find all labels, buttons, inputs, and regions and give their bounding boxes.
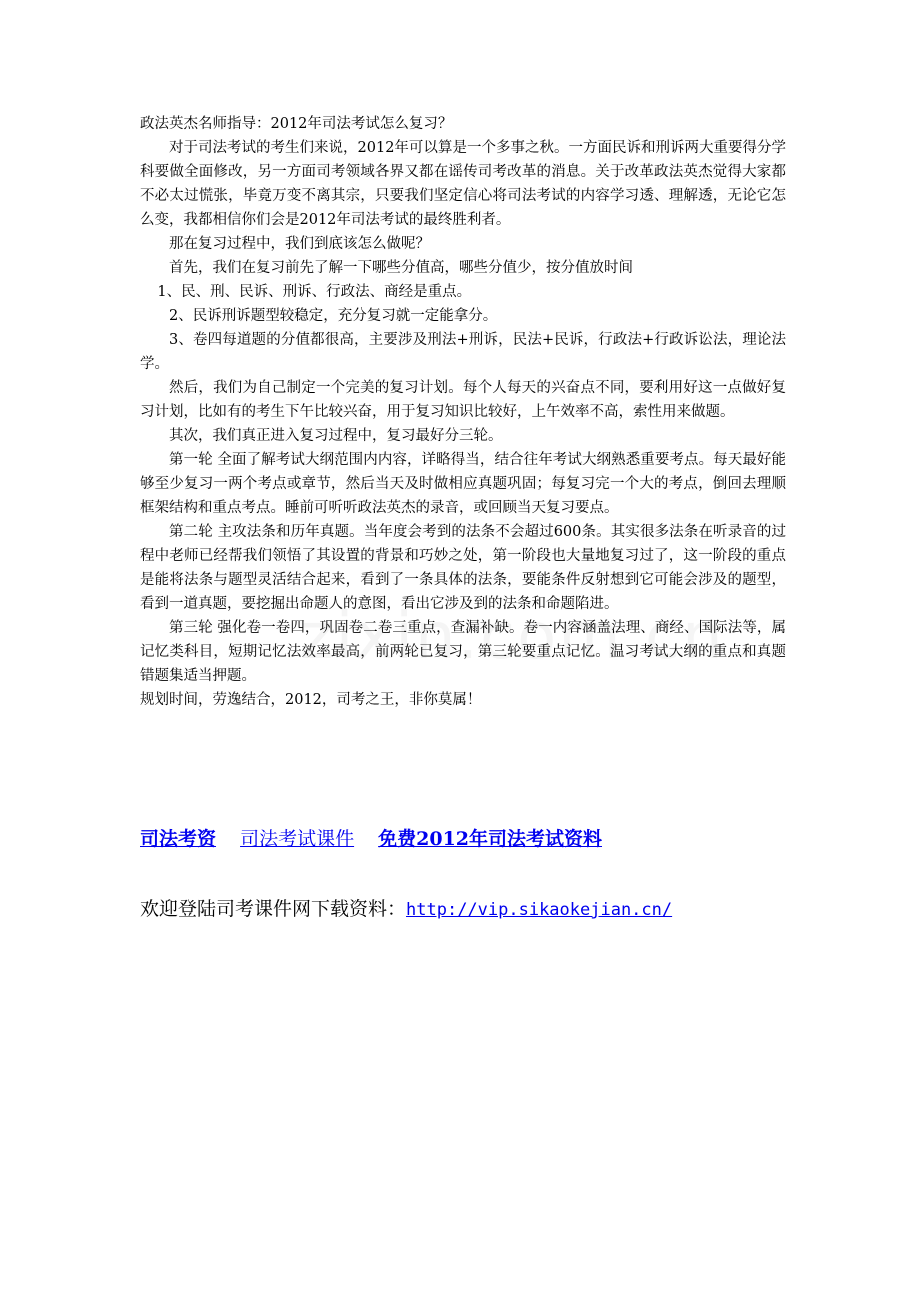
link-sifa-kaoshi-kejian[interactable]: 司法考试课件 <box>240 828 355 850</box>
link-free-2012-materials[interactable]: 免费2012年司法考试资料 <box>378 828 603 850</box>
link-sifa-kaozi[interactable]: 司法考资 <box>140 828 217 850</box>
document-body <box>140 112 786 712</box>
document-title: 政法英杰名师指导：2012年司法考试怎么复习？ <box>140 116 453 132</box>
welcome-line <box>140 894 672 925</box>
paragraph-intro: 对于司法考试的考生们来说，2012年可以算是一个多事之秋。一方面民诉和刑诉两大重要得分学科要做全面修改，另一方面司考领域各界又都在谣传司考改革的消息。关于改革政法英杰觉得大家都不必太过慌张，毕竟万变不离其宗，只要我们坚定信心将司法考试的内容学习透、理解透，无论它怎么变，我都相信你们会是2012年司法考试的最终胜利者。 <box>140 140 786 228</box>
paragraph-question: 那在复习过程中，我们到底该怎么做呢？ <box>169 236 430 252</box>
paragraph-round-3: 第三轮 强化卷一卷四，巩固卷二卷三重点，查漏补缺。卷一内容涵盖法理、商经、国际法等，属记忆类科目，短期记忆法效率最高，前两轮已复习，第三轮要重点记忆。温习考试大纲的重点和真题错题集适当押题。 <box>140 620 786 684</box>
paragraph-first: 首先，我们在复习前先了解一下哪些分值高，哪些分值少，按分值放时间 <box>169 260 633 276</box>
list-item-2: 2、民诉刑诉题型较稳定，充分复习就一定能拿分。 <box>169 308 498 324</box>
welcome-text: 欢迎登陆司考课件网下载资料： <box>140 898 407 920</box>
download-url-link[interactable]: http://vip.sikaokejian.cn/ <box>406 900 673 920</box>
paragraph-rounds: 其次，我们真正进入复习过程中，复习最好分三轮。 <box>169 428 503 444</box>
list-item-1: 1、民、刑、民诉、刑诉、行政法、商经是重点。 <box>157 284 472 300</box>
link-row <box>140 824 620 854</box>
paragraph-plan: 然后，我们为自己制定一个完美的复习计划。每个人每天的兴奋点不同，要利用好这一点做好复习计划，比如有的考生下午比较兴奋，用于复习知识比较好，上午效率不高，索性用来做题。 <box>140 380 786 420</box>
closing-line: 规划时间，劳逸结合，2012，司考之王，非你莫属！ <box>140 692 482 708</box>
list-item-3: 3、卷四每道题的分值都很高，主要涉及刑法+刑诉，民法+民诉，行政法+行政诉讼法，理论法学。 <box>140 332 786 372</box>
paragraph-round-2: 第二轮 主攻法条和历年真题。当年度会考到的法条不会超过600条。其实很多法条在听录音的过程中老师已经帮我们领悟了其设置的背景和巧妙之处，第一阶段也大量地复习过了，这一阶段的重点是能将法条与题型灵活结合起来，看到了一条具体的法条，要能条件反射想到它可能会涉及的题型，看到一道真题，要挖掘出命题人的意图，看出它涉及到的法条和命题陷进。 <box>140 524 786 612</box>
paragraph-round-1: 第一轮 全面了解考试大纲范围内内容，详略得当，结合往年考试大纲熟悉重要考点。每天最好能够至少复习一两个考点或章节，然后当天及时做相应真题巩固；每复习完一个大的考点，倒回去理顺框架结构和重点考点。睡前可听听政法英杰的录音，或回顾当天复习要点。 <box>140 452 786 516</box>
